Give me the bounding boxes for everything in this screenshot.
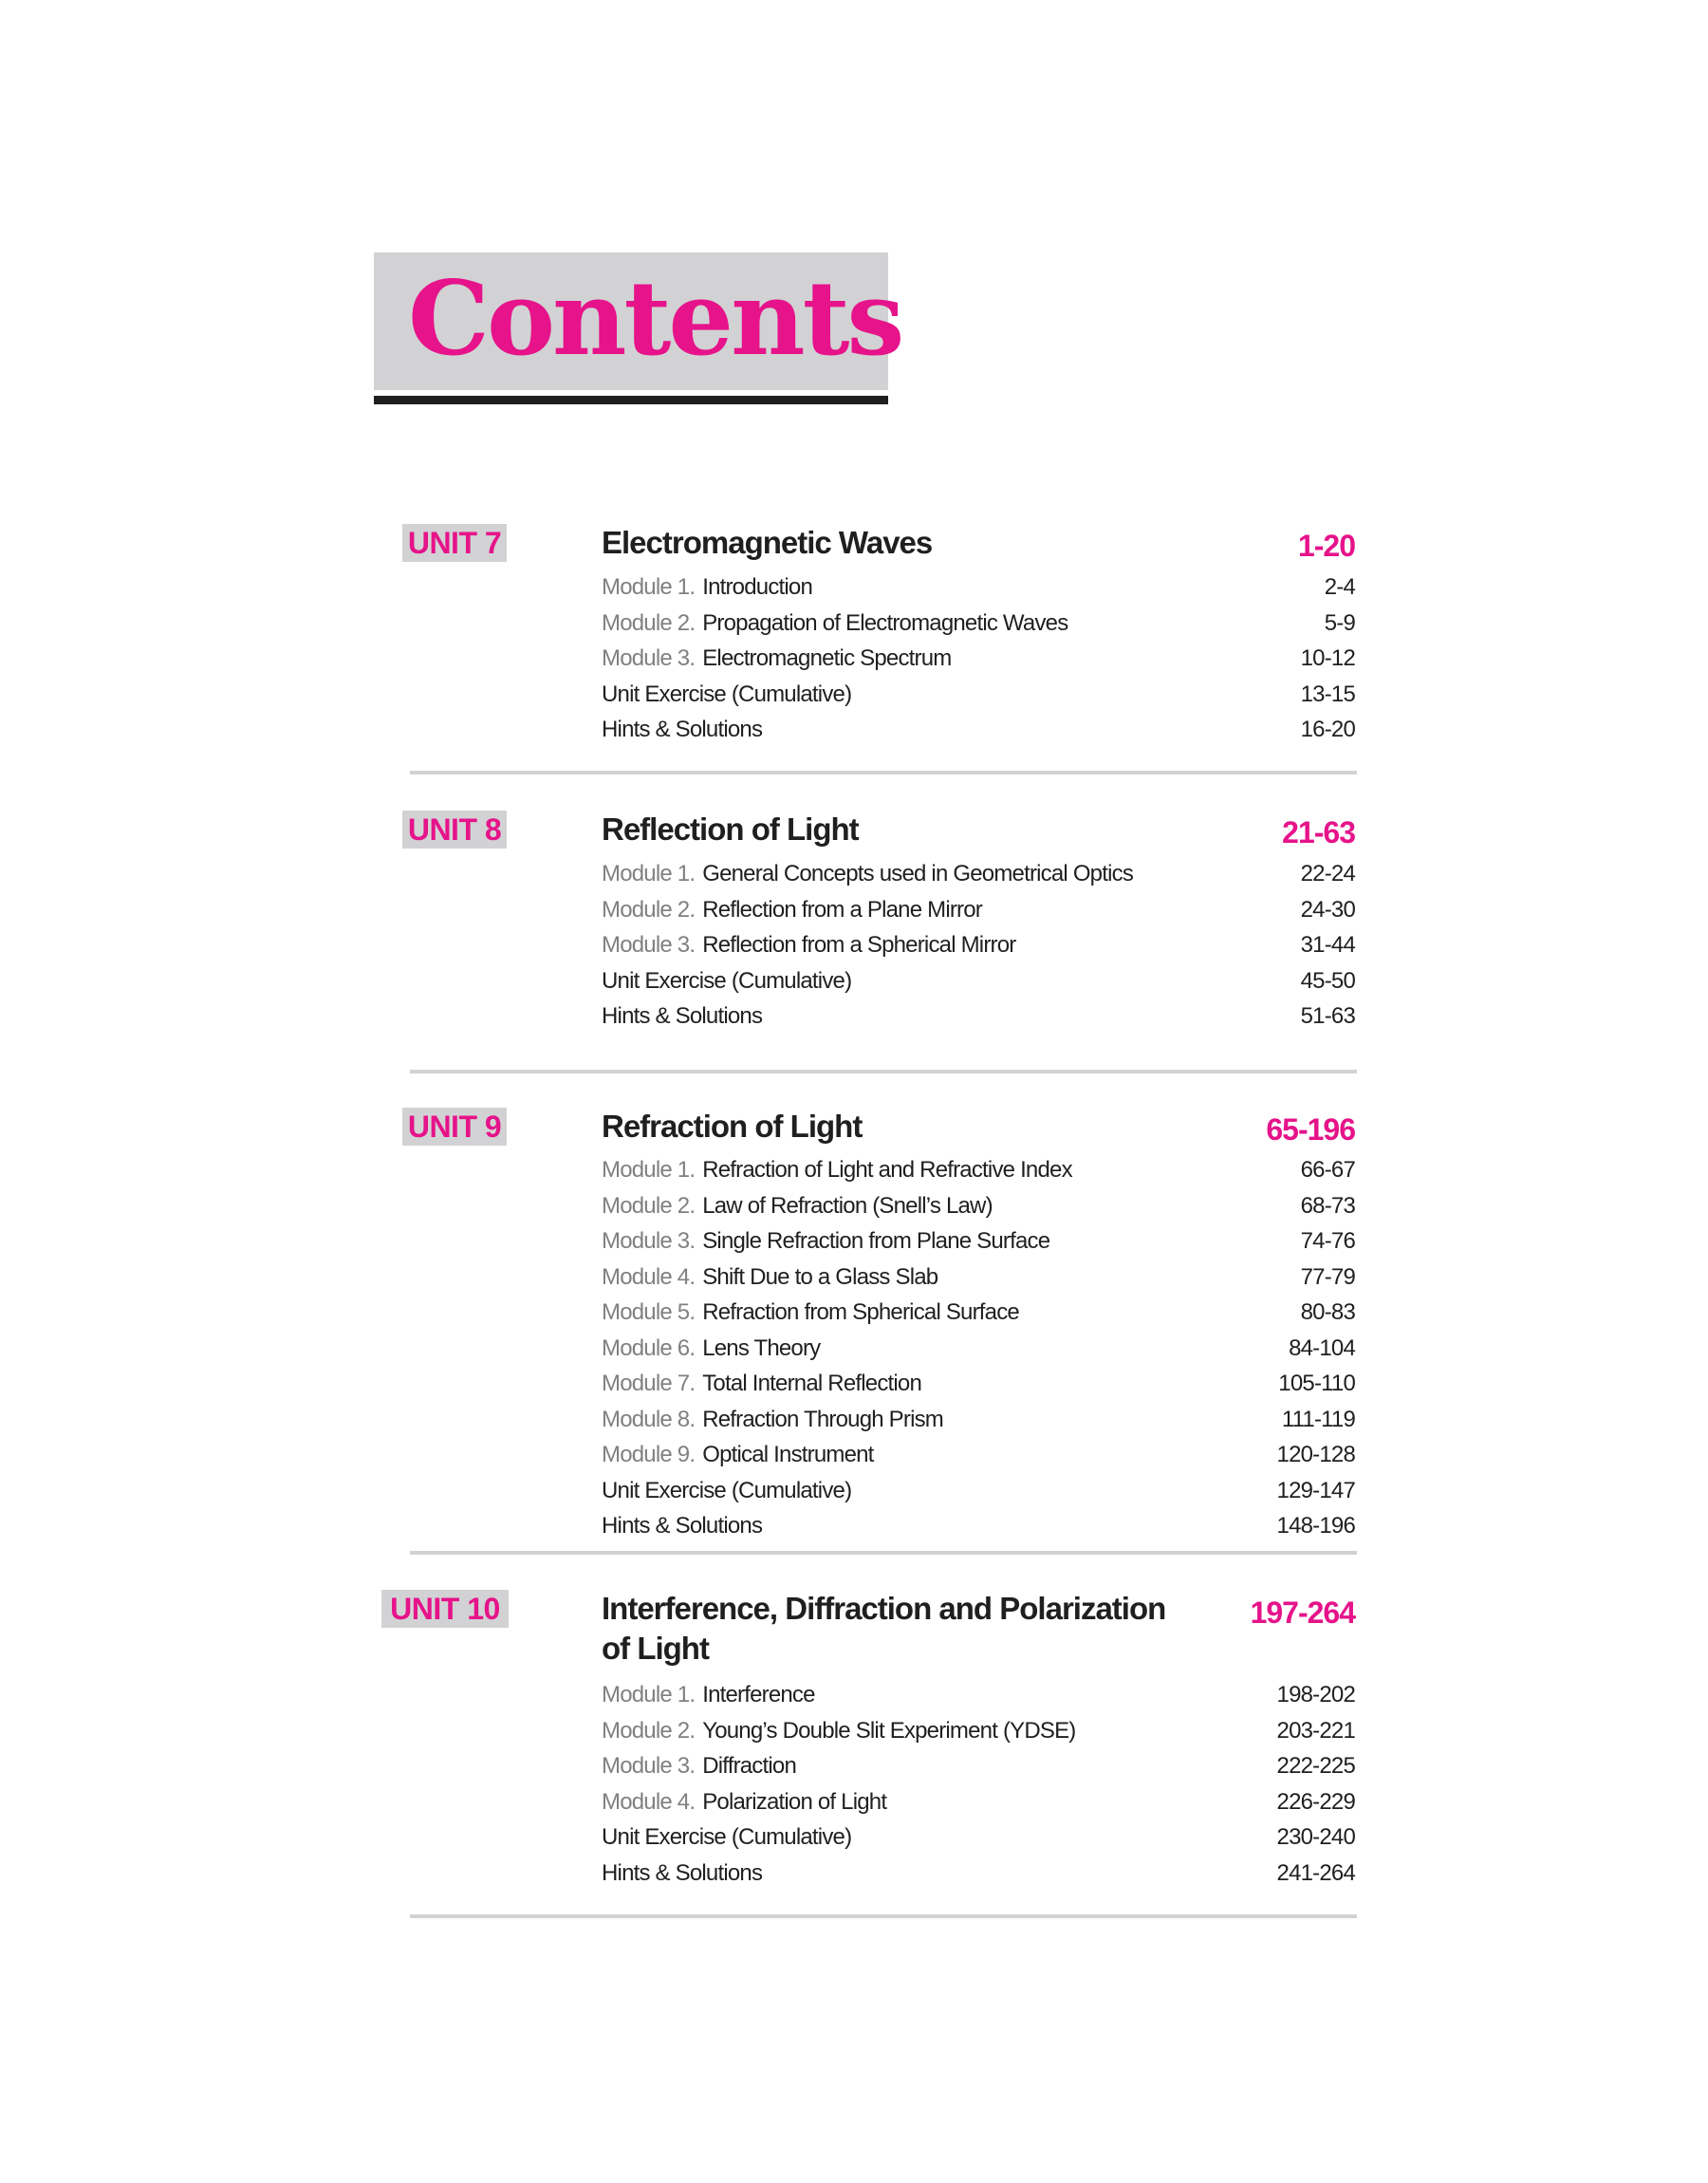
- section-divider: [410, 1551, 1357, 1555]
- list-item: [602, 1748, 1355, 1784]
- list-item: [602, 1366, 1355, 1402]
- page-range: 203-221: [1276, 1717, 1355, 1744]
- list-item: [602, 1295, 1355, 1331]
- module-title: Interference: [702, 1682, 815, 1707]
- list-item: [602, 1508, 1355, 1544]
- module-number: Module 1.: [602, 1682, 696, 1707]
- module-number: Module 7.: [602, 1371, 696, 1396]
- page-range: 129-147: [1276, 1477, 1355, 1503]
- module-title: Reflection from a Plane Mirror: [702, 896, 982, 923]
- page-range: 198-202: [1276, 1682, 1355, 1707]
- module-title: Total Internal Reflection: [702, 1371, 922, 1396]
- page-range: 22-24: [1300, 861, 1355, 886]
- unit-title: Refraction of Light: [602, 1109, 863, 1144]
- row-title: Unit Exercise (Cumulative): [602, 967, 852, 994]
- unit-page-range: 21-63: [1282, 815, 1355, 849]
- module-title: Propagation of Electromagnetic Waves: [702, 609, 1068, 636]
- module-title: Electromagnetic Spectrum: [702, 645, 952, 671]
- list-item: [602, 998, 1355, 1035]
- list-item: [602, 1677, 1355, 1713]
- page-range: 74-76: [1300, 1228, 1355, 1254]
- unit-page-range: 65-196: [1266, 1112, 1355, 1147]
- list-item: [602, 1473, 1355, 1509]
- list-item: [602, 927, 1355, 963]
- page-range: 230-240: [1276, 1824, 1355, 1850]
- module-number: Module 3.: [602, 1753, 696, 1779]
- unit-badge: UNIT 10: [381, 1590, 509, 1628]
- title-underline: [374, 396, 888, 404]
- module-number: Module 8.: [602, 1406, 696, 1432]
- row-title: Hints & Solutions: [602, 717, 763, 742]
- module-number: Module 2.: [602, 609, 696, 636]
- module-number: Module 4.: [602, 1788, 696, 1815]
- module-title: Law of Refraction (Snell’s Law): [702, 1192, 993, 1219]
- row-title: Unit Exercise (Cumulative): [602, 681, 852, 707]
- page-range: 2-4: [1324, 574, 1355, 600]
- list-item: [602, 606, 1355, 642]
- module-title: Polarization of Light: [702, 1788, 887, 1815]
- module-title: Refraction from Spherical Surface: [702, 1299, 1019, 1325]
- page-range: 84-104: [1289, 1334, 1355, 1361]
- unit-badge: UNIT 8: [402, 811, 507, 849]
- page-range: 16-20: [1300, 717, 1355, 742]
- module-number: Module 5.: [602, 1299, 696, 1325]
- page-range: 45-50: [1300, 967, 1355, 994]
- module-list: [602, 856, 1355, 1035]
- row-title: Unit Exercise (Cumulative): [602, 1477, 852, 1503]
- page-range: 68-73: [1300, 1192, 1355, 1219]
- list-item: [602, 1437, 1355, 1473]
- module-list: [602, 1677, 1355, 1891]
- list-item: [602, 1188, 1355, 1224]
- page-title: Contents: [408, 259, 902, 379]
- list-item: [602, 1152, 1355, 1188]
- module-list: [602, 1152, 1355, 1544]
- page-range: 31-44: [1300, 932, 1355, 958]
- module-number: Module 3.: [602, 1228, 696, 1254]
- module-number: Module 1.: [602, 861, 696, 886]
- row-title: Hints & Solutions: [602, 1859, 763, 1886]
- unit-badge: UNIT 9: [402, 1108, 507, 1146]
- module-title: Young’s Double Slit Experiment (YDSE): [702, 1717, 1076, 1744]
- list-item: [602, 712, 1355, 748]
- module-title: Introduction: [702, 574, 813, 600]
- module-title: Lens Theory: [702, 1334, 821, 1361]
- page-range: 226-229: [1276, 1788, 1355, 1815]
- module-number: Module 2.: [602, 896, 696, 923]
- unit-page-range: 197-264: [1250, 1595, 1355, 1630]
- page-range: 80-83: [1300, 1299, 1355, 1325]
- module-number: Module 3.: [602, 645, 696, 671]
- module-title: Single Refraction from Plane Surface: [702, 1228, 1050, 1254]
- module-list: [602, 569, 1355, 748]
- list-item: [602, 1713, 1355, 1749]
- list-item: [602, 677, 1355, 713]
- list-item: [602, 1402, 1355, 1438]
- list-item: [602, 1331, 1355, 1367]
- module-number: Module 6.: [602, 1334, 696, 1361]
- section-divider: [410, 1914, 1357, 1918]
- page-range: 10-12: [1300, 645, 1355, 671]
- module-title: Refraction of Light and Refractive Index: [702, 1157, 1072, 1183]
- row-title: Hints & Solutions: [602, 1513, 763, 1539]
- list-item: [602, 1259, 1355, 1296]
- page-range: 77-79: [1300, 1263, 1355, 1290]
- page-range: 120-128: [1276, 1442, 1355, 1467]
- module-title: Optical Instrument: [702, 1442, 874, 1467]
- list-item: [602, 856, 1355, 892]
- module-title: Shift Due to a Glass Slab: [702, 1263, 938, 1290]
- page-range: 66-67: [1300, 1157, 1355, 1183]
- module-title: Reflection from a Spherical Mirror: [702, 932, 1016, 958]
- contents-title-box: [374, 252, 902, 390]
- list-item: [602, 963, 1355, 999]
- page-range: 222-225: [1276, 1753, 1355, 1779]
- row-title: Hints & Solutions: [602, 1003, 763, 1029]
- unit-title: Electromagnetic Waves: [602, 525, 933, 560]
- list-item: [602, 1784, 1355, 1820]
- page-range: 111-119: [1281, 1406, 1355, 1432]
- module-number: Module 2.: [602, 1192, 696, 1219]
- list-item: [602, 641, 1355, 677]
- page-range: 105-110: [1278, 1371, 1355, 1396]
- unit-title: Interference, Diffraction and Polarization of Light: [602, 1591, 1166, 1666]
- page-range: 51-63: [1300, 1003, 1355, 1029]
- module-title: General Concepts used in Geometrical Optics: [702, 861, 1134, 886]
- page-range: 148-196: [1276, 1513, 1355, 1539]
- list-item: [602, 1223, 1355, 1259]
- list-item: [602, 1819, 1355, 1856]
- section-divider: [410, 771, 1357, 774]
- unit-page-range: 1-20: [1297, 529, 1355, 563]
- module-number: Module 2.: [602, 1717, 696, 1744]
- list-item: [602, 892, 1355, 928]
- unit-title: Reflection of Light: [602, 812, 859, 847]
- module-number: Module 3.: [602, 932, 696, 958]
- module-number: Module 1.: [602, 1157, 696, 1183]
- module-number: Module 4.: [602, 1263, 696, 1290]
- row-title: Unit Exercise (Cumulative): [602, 1824, 852, 1850]
- module-title: Refraction Through Prism: [702, 1406, 944, 1432]
- section-divider: [410, 1070, 1357, 1073]
- page-range: 241-264: [1276, 1859, 1355, 1886]
- page-range: 13-15: [1300, 681, 1355, 707]
- module-title: Diffraction: [702, 1753, 797, 1779]
- page-range: 24-30: [1300, 896, 1355, 923]
- list-item: [602, 569, 1355, 606]
- list-item: [602, 1856, 1355, 1892]
- module-number: Module 9.: [602, 1442, 696, 1467]
- unit-badge: UNIT 7: [402, 524, 507, 562]
- page-range: 5-9: [1324, 609, 1355, 636]
- module-number: Module 1.: [602, 574, 696, 600]
